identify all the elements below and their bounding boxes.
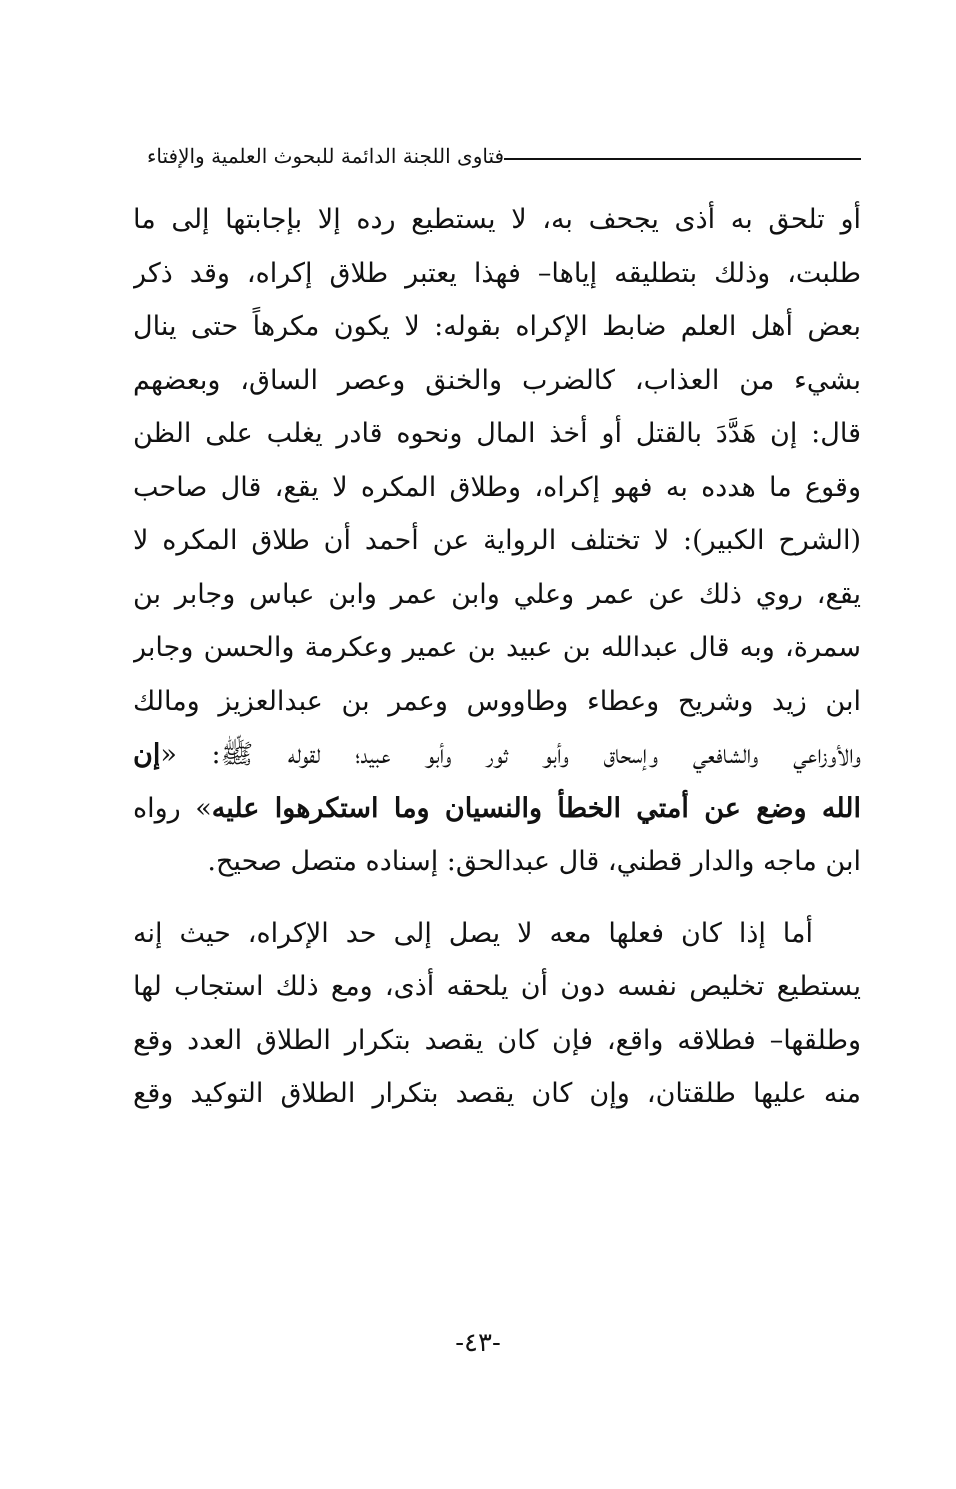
running-header	[133, 136, 861, 176]
text-line: أو تلحق به أذى يجحف به، لا يستطيع رده إلا بإجابتها إلى ما	[133, 204, 861, 235]
hadith-start: إن	[133, 739, 161, 770]
text-line: (الشرح الكبير): لا تختلف الرواية عن أحمد أن طلاق المكره لا	[133, 525, 861, 556]
text-line: أما إذا كان فعلها معه لا يصل إلى حد الإكراه، حيث إنه	[133, 917, 813, 949]
body-text	[133, 193, 861, 1121]
text-line: وقوع ما هدده به فهو إكراه، وطلاق المكره لا يقع، قال صاحب	[133, 471, 861, 503]
text-line: بشيء من العذاب، كالضرب والخنق وعصر الساق، وبعضهم	[133, 364, 861, 396]
text-line: يقع، روي ذلك عن عمر وعلي وابن عمر وابن عباس وجابر بن	[133, 578, 861, 610]
paragraph-1	[133, 193, 861, 889]
text-line: منه عليها طلقتان، وإن كان يقصد بتكرار الطلاق التوكيد وقع	[133, 1078, 861, 1109]
hadith-citation: » رواه	[133, 792, 212, 824]
text-line: طلبت، وذلك بتطليقه إياها– فهذا يعتبر طلاق إكراه، وقد ذكر	[133, 257, 861, 289]
text-line: ابن ماجه والدار قطني، قال عبدالحق: إسناده متصل صحيح.	[207, 846, 861, 877]
text-line: بعض أهل العلم ضابط الإكراه بقوله: لا يكون مكرهاً حتى ينال	[133, 311, 861, 342]
text-line	[133, 782, 861, 836]
line-text: والأوزاعي والشافعي وإسحاق وأبو ثور وأبو عبيد؛ لقوله ﷺ: «	[160, 739, 861, 770]
text-line: يستطيع تخليص نفسه دون أن يلحقه أذى، ومع ذلك استجاب لها	[133, 971, 861, 1002]
text-line: وطلقها– فطلاقه واقع، فإن كان يقصد بتكرار الطلاق العدد وقع	[133, 1024, 861, 1056]
text-line: سمرة، وبه قال عبدالله بن عبيد بن عمير وعكرمة والحسن وجابر	[133, 632, 861, 663]
hadith-quote: الله وضع عن أمتي الخطأ والنسيان وما استكرهوا عليه	[211, 792, 861, 824]
text-line: ابن زيد وشريح وعطاء وطاووس وعمر بن عبدالعزيز ومالك	[133, 685, 861, 717]
header-title: فتاوى اللجنة الدائمة للبحوث العلمية والإفتاء	[147, 144, 505, 168]
text-line: قال: إن هَدَّدَ بالقتل أو أخذ المال ونحوه قادر يغلب على الظن	[133, 418, 861, 449]
text-line	[133, 728, 861, 782]
header-rule	[504, 158, 861, 160]
page-number: -٤٣-	[455, 1328, 501, 1358]
paragraph-2	[133, 907, 861, 1121]
